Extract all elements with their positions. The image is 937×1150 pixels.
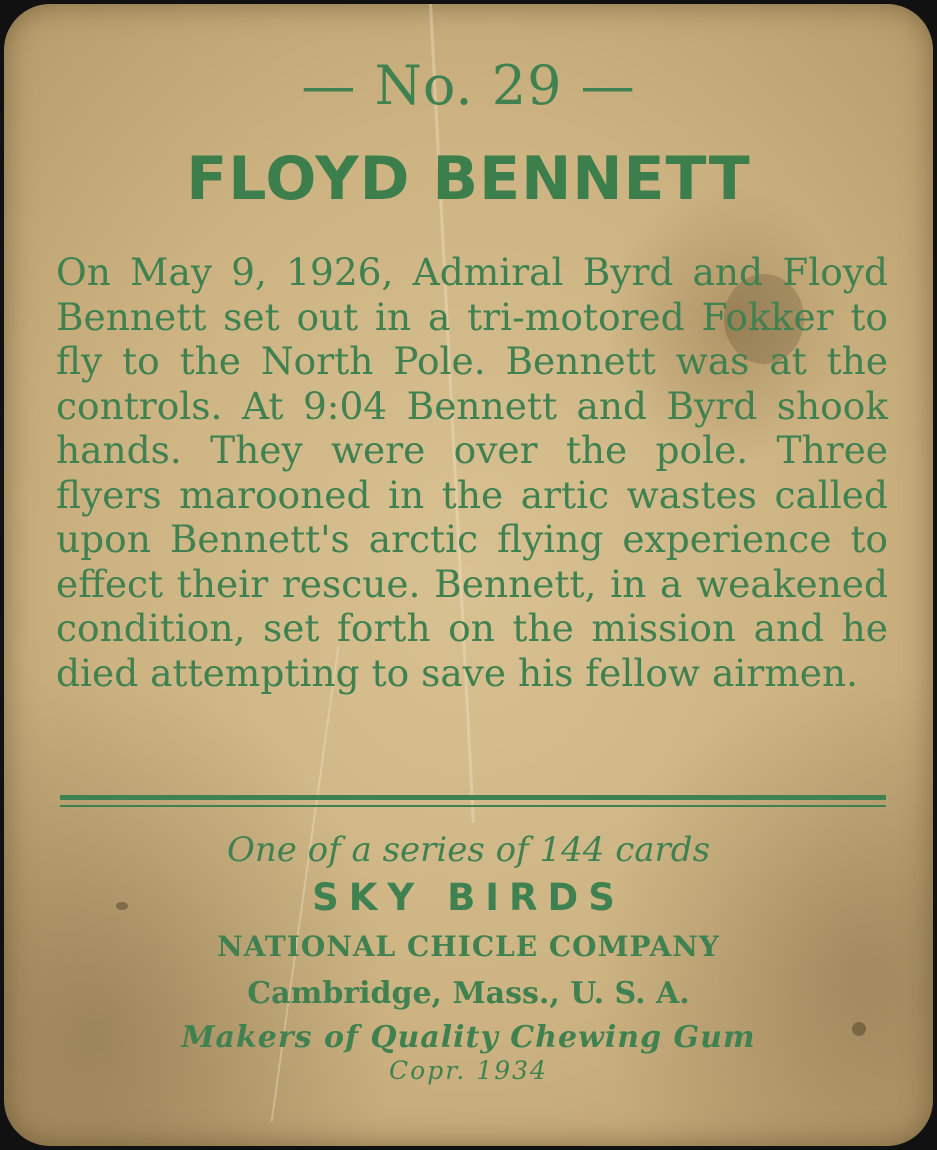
copyright-notice: Copr. 1934 xyxy=(389,1056,548,1085)
divider-line xyxy=(60,805,886,807)
brand-name: SKY BIRDS xyxy=(312,876,625,919)
company-name: NATIONAL CHICLE COMPANY xyxy=(217,930,720,963)
company-tagline: Makers of Quality Chewing Gum xyxy=(181,1020,756,1055)
series-caption: One of a series of 144 cards xyxy=(226,830,711,870)
card-description: On May 9, 1926, Admiral Byrd and Floyd Bennett set out in a tri-motored Fokker to fly to the North Pole. Bennett was at the controls. At 9:04 Bennett and Byrd shook hands. They were over the pole. Three flyers marooned in the artic wastes called upon Bennett's arctic flying experience to effect their rescue. Bennett, in a weakened condition, set forth on the mission and he died attempting to save his fellow airmen. xyxy=(56,250,888,695)
card-number: — No. 29 — xyxy=(301,54,636,117)
trading-card-back xyxy=(4,4,933,1146)
card-title: FLOYD BENNETT xyxy=(186,144,751,214)
company-location: Cambridge, Mass., U. S. A. xyxy=(247,976,690,1011)
divider-line xyxy=(60,795,886,800)
